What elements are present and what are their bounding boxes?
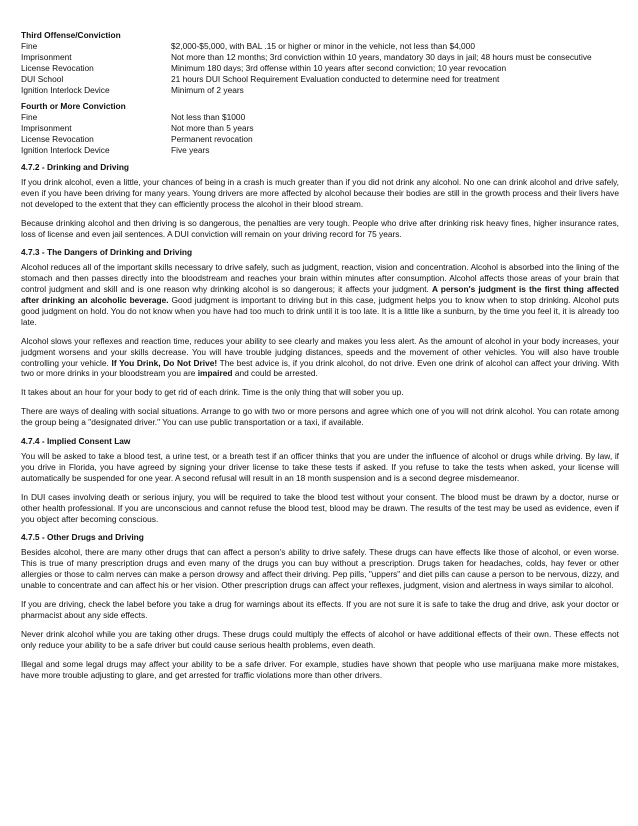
- penalty-label: License Revocation: [21, 134, 94, 145]
- document-page: [21, 30, 619, 680]
- penalty-row: [21, 85, 619, 96]
- paragraph: Never drink alcohol while you are taking other drugs. These drugs could multiply the effects of alcohol or have additional effects of their own. These effects not only reduce your ability to be a safe driver but could cause serious health problems, even death.: [21, 628, 619, 650]
- penalty-label: License Revocation: [21, 62, 94, 73]
- emphasis-text: If You Drink, Do Not Drive!: [111, 357, 218, 368]
- penalty-row: [21, 52, 619, 63]
- penalty-label: Ignition Interlock Device: [21, 84, 110, 95]
- penalty-value: Five years: [171, 145, 210, 156]
- penalty-label: Ignition Interlock Device: [21, 145, 110, 156]
- penalty-value: Not more than 5 years: [171, 123, 254, 134]
- paragraph: It takes about an hour for your body to get rid of each drink. Time is the only thing that will sober you up.: [21, 387, 404, 398]
- paragraph: Illegal and some legal drugs may affect your ability to be a safe driver. For example, studies have shown that people who use marijuana make more mistakes, have more trouble adjusting to glare, and get arrested for traffic violations more than other drivers.: [21, 658, 619, 680]
- paragraph: You will be asked to take a blood test, a urine test, or a breath test if an officer thinks that you are under the influence of alcohol or drugs while driving. By law, if you drive in Florida, you have agreed by signing your driver license to take these tests if asked. If you refuse to take the tests when asked, your license will automatically be suspended for one year. A second refusal will result in an 18 month suspension and is a second degree misdemeanor.: [21, 451, 619, 483]
- penalty-value: Minimum of 2 years: [171, 84, 244, 95]
- penalty-value: $2,000-$5,000, with BAL .15 or higher or minor in the vehicle, not less than $4,000: [171, 40, 475, 51]
- penalty-value: 21 hours DUI School Requirement Evaluation conducted to determine need for treatment: [171, 73, 500, 84]
- paragraph-text: The best advice is, if you drink alcohol, do not drive. Even one drink of alcohol can affect your driving. With two or more drinks in your bloodstream you are: [21, 357, 619, 379]
- penalty-label: Fine: [21, 40, 38, 51]
- fourth-offense-heading: Fourth or More Conviction: [21, 101, 126, 112]
- penalty-value: Not less than $1000: [171, 112, 246, 123]
- section-heading-4-7-4: 4.7.4 - Implied Consent Law: [21, 436, 131, 447]
- penalty-value: Not more than 12 months; 3rd conviction within 10 years, mandatory 30 days in jail; 48 hours must be consecutive: [171, 51, 592, 62]
- section-heading-4-7-2: 4.7.2 - Drinking and Driving: [21, 161, 130, 172]
- penalty-value: Permanent revocation: [171, 134, 253, 145]
- penalty-label: DUI School: [21, 73, 64, 84]
- paragraph-text: Alcohol slows your reflexes and reaction time, reduces your ability to see clearly and makes you less alert. As the amount of alcohol in your body increases, your judgment worsens and your skills decrease. You will have trouble judging distances, speeds and the movement of other vehicles. You will also have trouble controlling your vehicle.: [21, 335, 619, 368]
- penalty-row: [21, 123, 619, 134]
- paragraph-text: Good judgment is important to driving but in this case, judgment helps you to know when to stop drinking. Alcohol puts good judgment on hold. You do not know when you have had too much to drink until it is too late. It is a little like a sunburn, by the time you feel it, it is already too late.: [21, 295, 619, 327]
- paragraph: If you drink alcohol, even a little, your chances of being in a crash is much greater than if you did not drink any alcohol. No one can drink alcohol and drive safely, even if you have been driving for many years. Young drivers are more affected by alcohol because their bodies are still in the growth process and their livers have not developed to the extent that they can efficiently process the alcohol in their blood stream.: [21, 176, 619, 209]
- penalty-row: [21, 41, 619, 52]
- penalty-row: [21, 74, 619, 85]
- emphasis-text: A person's judgment is the first thing affected after drinking an alcoholic beverage.: [21, 284, 619, 306]
- penalty-row: [21, 112, 619, 123]
- section-heading-4-7-5: 4.7.5 - Other Drugs and Driving: [21, 532, 144, 543]
- penalty-row: [21, 63, 619, 74]
- penalty-label: Imprisonment: [21, 123, 72, 134]
- paragraph: In DUI cases involving death or serious injury, you will be required to take the blood test without your consent. The blood must be drawn by a doctor, nurse or other health professional. If you are unconscious and cannot refuse the blood test, blood may be drawn. The results of the test may be used as evidence, even if you object after becoming conscious.: [21, 491, 619, 524]
- penalty-value: Minimum 180 days; 3rd offense within 10 years after second conviction; 10 year revocation: [171, 62, 507, 73]
- paragraph: There are ways of dealing with social situations. Arrange to go with two or more persons and agree which one of you will not drink alcohol. You can rotate among the group being a "designated driver." You can use public transportation or a taxi, if available.: [21, 406, 619, 428]
- paragraph: [21, 336, 619, 380]
- penalty-row: [21, 134, 619, 145]
- third-offense-heading: Third Offense/Conviction: [21, 30, 121, 40]
- penalty-label: Fine: [21, 112, 38, 123]
- penalty-row: [21, 145, 619, 156]
- paragraph: If you are driving, check the label before you take a drug for warnings about its effects. If you are not sure it is safe to take the drug and drive, ask your doctor or pharmacist about any side effects.: [21, 598, 619, 620]
- paragraph: Besides alcohol, there are many other drugs that can affect a person's ability to drive safely. These drugs can have effects like those of alcohol, or even worse. This is true of many prescription drugs and even many of the drugs you can buy without a prescription. Drugs taken for headaches, colds, hay fever or other allergies or those to calm nerves can make a person drowsy and affect their driving. Pep pills, "uppers" and diet pills can cause a person to be nervous, dizzy, and unable to concentrate and can affect his or her vision. Other prescription drugs can affect your reflexes, judgment, vision and alertness in ways similar to alcohol.: [21, 547, 619, 591]
- section-heading-4-7-3: 4.7.3 - The Dangers of Drinking and Driving: [21, 247, 193, 258]
- penalty-label: Imprisonment: [21, 51, 72, 62]
- paragraph: [21, 262, 619, 327]
- paragraph-text: and could be arrested.: [234, 368, 318, 379]
- paragraph: Because drinking alcohol and then driving is so dangerous, the penalties are very tough. People who drive after drinking risk heavy fines, higher insurance rates, loss of license and even jail sentences. A DUI conviction will remain on your driving record for 75 years.: [21, 217, 619, 239]
- paragraph-text: Alcohol reduces all of the important skills necessary to drive safely, such as judgment, reaction, vision and concentration. Alcohol is absorbed into the lining of the stomach and then passes directly into the bloodstream and reaches your brain within minutes after consumption. Alcohol affects those areas of your brain that control judgment and skill and is one reason why drinking alcohol is so dangerous; it affects your judgment.: [21, 262, 619, 295]
- emphasis-text: impaired: [197, 368, 233, 379]
